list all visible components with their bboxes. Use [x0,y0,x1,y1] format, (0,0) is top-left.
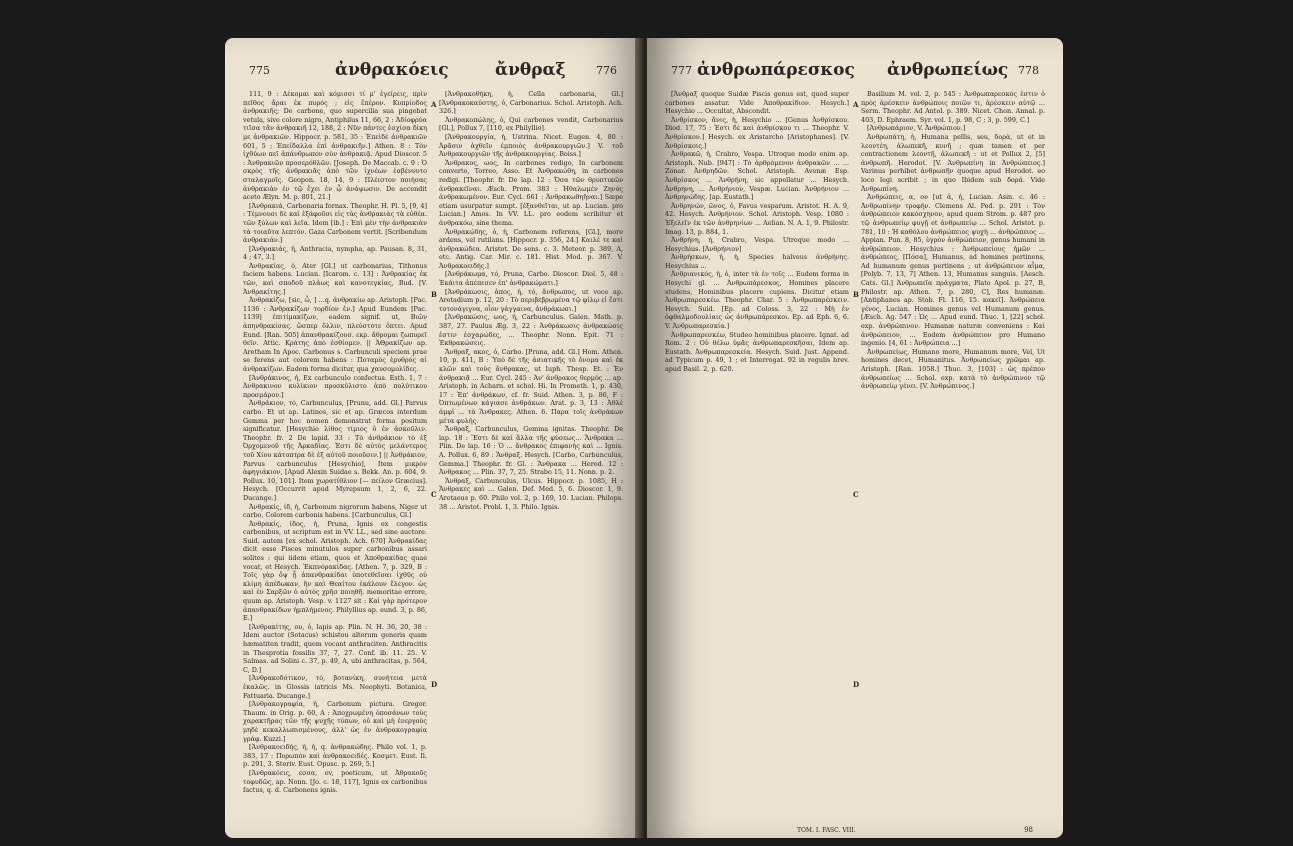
column-a [243,90,427,820]
left-page [225,38,641,838]
section-letter: A [853,100,859,109]
left-page-header [245,60,621,88]
headword: ἄνθραξ [495,60,566,80]
page-number: 776 [596,64,617,77]
entry-paragraph: [Ἄνθραξ quoque Suidæ Piscis genus est, quod super carbones assatur. Vide Ἀποθρακίδιον. Hesych.] Hesychio ... Occultat, Abscondit. [665,90,849,116]
entry-paragraph: Ἀνθρώπεις, α, ον [ut ἀ, ἡ, Lucian. Asin. c. 46 : Ἀνθρωπίνην τροφήν. Clemens Al. Ped. p. 291 : Τὸν ἀνθρώπειον κακόσχηνον, apud quem Strom. p. 487 pro τῷ ἀνθρωπείῳ φυγῇ et ἀνθρωπείῳ ... Schol. Aristot. p. 781, 10 : Ἡ καθόλου ἀνθρώπειος ψυχὴ ... ἀνθρώπειος ... Appian. Pun. 8, 85, ὑγρὸν ἀνθρώπειον, genus humani in ἀνθρώπειον. Hesychius : Ἀνθρωπείους ἡμῶν ... ἀνθρώπεος, [Πόσα], Humanus, ad homines pertinens, Ad humanum genus pertinens ; ut ἀνθρώπειον αἷμα, [Polyb. 7, 13, 7] Athen. 13, Humanus sanguis. [Aesch. Cats. Gl.] Ἀνθρωπεῖα πράγματα, Plato Apol. p. 27, B, Philostr. ap. Athen. 7, p. 280, C], Res humanæ. [Antiphanes ap. Stob. Fl. 116, 15. κακεῖ]. Ἀνθρώπεια γένος, Lucian. Homines genus vel Humanum genus. [Æsch. Ag. 547 : Ὡς ... Apud eund. Thuc. 1, [22] schol. exp. ἀνθρώπινον. Humanæ naturæ conveniens : Καὶ ἀνθρώπειον, ... Eodem ἀνθρώπειον pro Humano ingenio. [4, 61 : Ἀνθρώπεια ...] [861,193,1045,348]
section-letter: A [431,100,437,109]
entry-paragraph: Ἀνθρακοπώλης, ὁ, Qui carbones vendit, Carbonarius [Gl.], Pollux 7, [110, ex Philyllio]. [439,115,623,133]
entry-paragraph: Ἄνθραξ, ακος, ὁ, Carbo. [Pruna, add. Gl.] Hom. Athen. 10, p. 411, B : Ὑπὸ δὲ τῆς ἀσιατικῆς τὸ ὄνομα καὶ ἐκ κλῶν καὶ τοὺς ἄνθρακας, ut Iuph. Thesp. Et. : Ἐν ἀνθρακιᾷ ... Eur. Cycl. 245 : Ἀν' ἀνθρακος θερμὸς ... ap. Aristoph. in Acharn. et schol. Hi. In Prometh. 1, p. 430, 17 : Ἐπ' ἀνθράκων, cf. fr. Suid. Athen. 3, p. 86, F : Ὀπτωμένων κάγιασε ἀνθράκων. Arat. p. 3, 13 : Ἀθλέ ἀμφὶ ... τὰ Ἄνθρακες. Athen. 6. Παρα τοῖς ἀνθράκων μέτα φυλής. [439,347,623,425]
entry-paragraph: Basilium M. vol. 2, p. 545 : Ἀνθρωπαρεσκός ἐστιν ὁ πρὸς ἀρέσκειν ἀνθρώποις ποιῶν τι, ἀρέσκειν αὐτῷ ... Serm. Theophr. Ad Antol. p. 389. Nicet. Chon. Annal. p. 403, D. Ephraem. Syr. vol. 1, p. 98, C ; 3, p. 599, C.] [861,90,1045,124]
entry-paragraph: [Ἀνθρακοθήκη, ἡ, Cella carbonaria, Gl.] [Ἀνθρακοκαύστης, ὁ, Carbonarius. Schol. Aristoph. Ach. 326.] [439,90,623,116]
entry-paragraph: Ἀνθρήνη, ἡ, Crabro, Vespa. Utroque modo ... Hesychius. [Ἀνθρήνιον] [665,236,849,253]
page-number: 777 [671,64,692,77]
entry-paragraph: Ἀνθρωπάτη, ἡ, Humana pellis, seu, δορὰ, ut et in λεοντέη, ἀλωπεκῆ, κυνῆ ; quæ tamen et per contractionem λεοντῆ, ἀλωπεκῆ : ut et Pollux 2, [5] ἀνθρωπῆ. Herodot. [V. Ἀνθρωπίνη in Ἀνθρώπειος.] Varinus perhibet ἀνθρωπῆν quoque apud Herodot. eo loco legi scribit ; in quo Ibidem sub δορά. Vide Ἀνθρωπίνη. [861,132,1045,193]
headword: ἀνθρακόεις [335,60,449,80]
entry-paragraph: Ἀνθρίσκον, ἄνις, ἡ, Hesychio ... [Genus Ἀνθρίσκου. Diod. 17, 75 : Ἐστι δὲ καὶ ἀνθρίσκου τι ... Theophr. V. Ἀνθρίσκον.] Hesych. ex Aristarcho [Aristophanes]. [V. Ἀνθρίσκοις.] [665,115,849,150]
entry-paragraph: [Ἀνθρακοειδής, ἡ, ἡ, q. ἀνθρακώδης. Philo vol. 1, p. 383, 17 : Πυρωπὸν καὶ ἀνθρακοειδές. Κοσμετ. Eust. Il. p. 291, 3. Steriv. Eust. Opusc. p. 269, 5.] [243,743,427,769]
text-columns [665,90,1045,820]
text-columns [243,90,623,820]
headword: ἀνθρωπείως [887,60,1009,80]
entry-paragraph: Ἀνθρακώδης, ὁ, ἡ, Carbonem referens, [Gl.], more ardens, vel rutilans. [Hippocr. p. 356, 24.] Καιλέ τε καὶ ἀνθρακώδεα. Aristot. De sens. c. 3. Meteor. p. 389, A, etc. Antig. Car. Mir. c. 181. Hist. Mod. p. 367. V. Ἀνθρακοειδής.] [439,227,623,270]
page-number: 775 [249,64,270,77]
section-letter: B [853,290,859,299]
entry-paragraph: Ἀνθρωπείως, Humano more, Humanum more, Vel, Ut homines decet, Humanitus. Ἀνθρωπείως χρῶμαι ap. Aristoph. [Ran. 1058.] Thuc. 3, [103] : ὡς πρέπον ἀνθρωπείως ... Schol. exp. κατὰ τὸ ἀνθρώπινον τῷ ἀνθρωπείῳ γένει. [V. Ἀνθρώπινος.] [861,347,1045,391]
right-page [647,38,1063,838]
entry-paragraph: Ἄνθραξ, Carbunculus, Gemma ignitas. Theophr. De lap. 18 : Ἔστι δὲ καὶ ἄλλα τῆς φύσεως... Ἄνθρακα ... Plin. De lap. 16 : Ὁ ... ἄνθρακος ἐπιφανὴς καὶ ... Ignis. A. Pollux. 6, 89 : Ἄνθραξ. Hesych. [Carbo, Carbunculus, Gemma.] Theophr. fr. Gl. : Ἄνθρακα ... Herod. 12 : Ἀνθρακος ... Plin. 37, 7, 25. Strabo 15, 11. Nonn. p. 2. [439,425,623,477]
entry-paragraph: [Ἀνθράκωμα, τό, Pruna, Carbo. Dioscor. Diol. 5, 48 : Ἐκάιτα ἀπέπεσεν ἐπ' ἀνθρακώματι.] [439,270,623,288]
right-page-header [667,60,1043,88]
entry-paragraph: Ἄνθρακος, ωος, In carbones redigo, In carbonem converto, Torreo, Asso. Et Ἀνθρακώθη, in carbones redigi. [Theophr. fr. De lap. 12 : Ὄσα τῶν θρυπτικῶν ἀνθρακεῖναι. Æsch. Prom. 383 : Ἠθαλωμέν Ζηνός ἀνθρακωμένον. Eur. Cycl. 661 : Ἀνθρακωθηῆναι.] Sæpe etiam usurpatur sumpt. [ἐξανθεῖται, ut ap. Lucian. pro Lucian.] Amos. In VV. LL. pro eodem scribitur et ἀνθρακόω, sine thema. [439,158,623,227]
fascicle-note: TOM. I. FASC. VIII. [797,827,856,834]
column-b [439,90,623,820]
entry-paragraph: [Ἀνθρακοδότικον, τό, βοτανίκη, συνήτεια μετὰ ἐκαλῶς. in Glossis iatricis Ms. Neophyti. Botanica, Fattuaria. Ducange.] [243,674,427,700]
page-number: 778 [1018,64,1039,77]
entry-paragraph: Ἄνθραξ, Carbunculus, Ulcus. Hippocr. p. 1085, H : Ἄνθρακες καὶ ... Galen. Def. Med. 5, 6. Dioscor. 1, 9. Aretaeus p. 60. Philo vol. 2, p. 169, 10. Lucian. Philops. 38 ... Aristot. Probl. 1, 3. Philo. Ignis. [439,476,623,511]
section-letter: C [431,490,437,499]
headword: ἀνθρωπάρεσκος [697,60,855,80]
entry-paragraph: Ἀνθράκιον, τό, Carbunculus, [Prunu, add. Gl.] Parvus carbo. Et ut ap. Latinos, sic et ap. Græcos interdum Gemma per hoc nomen demonstrat forma positum significatur. [Hesychio λίθος τίμιος ὃ ἐν ἀσκοῦλιν. Theophr. fr. 2 De lapid. 33 : Τὸ ἀνθράκιον τὸ ἐξ Ὀρχομενοῦ τῆς Ἀρκαδίας. Ἐστι δὲ αὐτὸς μελάντερος τοῦ Χίου κάτοπτρα δὲ ἐξ αὐτοῦ ποιοῦσιν.] || Ἀνθράκιον, Parvus carbunculus [Hesychio], Item μικρὸν ἀφηγιάκιον, [Apud Alexin Suidae s. Bekk. An. p. 604, 9. Pollux. 10, 101]. Item χωρατίθλιον [— πείλον Græcius]. Hesych. [Occurrit apud Myrepsum 1, 2, 6, 22. Ducange.] [243,399,427,502]
section-letter: B [431,290,437,299]
entry-paragraph: Ἀνθριανικός, ἡ, ὁ, inter τὰ ἐν τοῖς ... Eudem forma in Hesychi gl. ... Ἀνθρωπάρεσκος, Homines placere studens, Hominibus placere cupiens. Dicitur etiam Ἀνθρωπαρεσκέω. Theophr. Char. 5 : Ἀνθρωπαρέσκειν. Hesych. Suid. [Ep. ad Coloss. 3, 22 : Μὴ ἐν ὀφθαλμοδουλίαις ὡς ἀνθρωπάρεσκοι. Ep. ad Eph. 6, 6. V. Ἀνθρωπαρεσκία.] [665,270,849,331]
entry-paragraph: [Ἀνθράκωσις, ἀπος, ἡ, τό, ἄνθρωπος, ut voce ap. Aretadium p. 12, 20 : Τὸ περιβεβρωμένα τῷ φίλῳ εἰ ἔστι τοτονάγιγνα, οἷον γάγγαινα, ἀνθράκωσι.] [439,287,623,313]
entry-paragraph: [Ἀνθρακιά, Carbonaria fornax. Theophr. H. Pl. 5, [9, 4] : Τέμνουσι δὲ καὶ ἐξάφοῦσι εἰς τὰς ἀνθρακιὰς τὰ εὐθέα. τῶν ξύλων καὶ λεῖα. Idem [ib.] : Ἐπὶ μὲν τὴν ἀνθρακιὰν τὰ τοιαῦτα λεπτόν. Gaza Carbonem vertit. [Scribendum ἀνθρακιάν.] [243,201,427,245]
entry-paragraph: [Ἀνθρακουργία, ἡ, Ustrina. Nicet. Eugen. 4, 80 : Ἀρᾶσιν ἀχθεῖν ἐμποιὸς ἀνθρακουργιῶν.] V. τοῦ Ἀνθρακουργιῶν τῆς ἀνθρακουργίας. Boiss.] [439,132,623,159]
section-letter: C [853,490,859,499]
entry-paragraph: Ἀνθρακίας, ὁ, Ater [Gl.] ut carbonarius, Tithonus faciem habens. Lucian. [Icarom. c. 13] : Ἀνθρακίας ἐκ τῶν, καὶ σποδοῦ πλάως καὶ κανοτεγκίας, Bud. [V. Ἀνθρακίτης.] [243,261,427,296]
open-book [225,38,1063,838]
entry-paragraph: [Ἀνθρακογραφία, ἡ, Carbonum pictura. Gregor. Thaum. in Orig. p. 60, A : Ἀποχρωμένη ὁποσάνων τοὺς χαρακτῆρας τῶν τῆς ψυχῆς τύπων, οὐ καὶ μὴ ἐνεργοὺς μηδὲ κεκαλλωπισμένους, ἀλλ' ὡς ἐν ἀνθρακογραφία γράφ. Kuzzi.] [243,700,427,743]
entry-paragraph: Ἀνθρήσκων, ἡ, ἡ, Species halveus ἀνθρήνης. Hesychius ... [665,253,849,270]
signature-number: 98 [1024,826,1033,834]
entry-paragraph: [Ἀνθρακόεις, εσσα, ev, poeticum, ut Ἀθρακοῦς τοφυδῶς, ap. Nonn. [Jo. c. 18, 117], Ignis ex carbonibus factus, q. d. Carbonens ignis. [243,768,427,795]
entry-paragraph: Ἀνθρακίς, ίδ, ἡ, Carbonum nigrorum habens, Niger ut carbo, Colorem carbonis habens. [Carbunculus, Gl.] [243,502,427,520]
entry-paragraph: 111, 9 : Δέκομαι καὶ κόμισσι τί μ' ἐγείρεις, πρὶν πεῖθος ἄραι ἐκ πυρός ; εἰς ἕπέρον. Κυπρίοδος ἀνθρακιῆς; De carbone, quo supercilia sua pingebat vetula, sive colore nigro, Antiphilus 11, 66, 2 : Ἀδίοφρύα τιῖσα τἂν ἀνθρακιῆ 12, 188, 2 : Νῦν πάντες ἐσχίσα δίκη με ἀνθρακιῶν. Hippocr. p. 581, 35 : Ἐπεὶδὲ ἀνθρακιῶν 601, 5 ; Ἐπείδαλλα ἐπὶ ἀνθρακιῆν.] Athen. 8 : Τὸν ἰχθύων πεῖ ἀπάνθρωπον σὺν ἀνθρακιᾷ. Apud Dioscor. 5 : Ἀνθρακιῶν προσερόθλῶν. [Joseph. De Maccab. c. 9 : Ὁ σκρὸς τῆς ἀνθρακιᾶς ἀπὸ τῶν ἰχνέων ἐσβέννυτο σταλαγμοῖς. Geopon. 18, 14, 9 : Πλέιστον ποιήσας ἀνθρακιὰν ἐν τῷ ἔχει ἐν ᾧ ἀνάψωσιν. De accendit aceto Ælyn. M. p. 801, 21.] [243,90,427,202]
entry-paragraph: Ἀνθρακίς, ίδος, ἡ, Pruna, Ignis ex congestis carbonibus, ut scriptum est in VV. LL., sed sine auctore. Suid. autem [ex schol. Aristoph. Ach. 670] Ἀνθρακίδας dicit esse Pisces minutulos super carbonibus assari solitos : qui iidem etiam, quos et Ἀποθρακίδας quae vocat, et Hesych. Ἐκπνόρακίδας. [Athen. 7, p. 329, B : Τοῖς γὰρ ὄψ ᾗ ἀπανθρακίδαι ὑποτεθεῖσαι ἰχθῦς οὐ κλίμη ἀπέδωκαν, ἢν καὶ Θεαίτου ἐκάλουν ἔλεγον. ὡς καὶ ἐν Σαρξῶν ὁ αὐτὸς χρῆσ ποιηθῆ. memoritae errore, quum ap. Aristoph. Vesp. v. 1127 sit : Καὶ γὰρ πρότερον ἀπανθρακίδων ἠμπλήμενος. Philyllius ap. eund. 3, p. 86, E.] [243,519,427,623]
entry-paragraph: Ἀνθρακίζω, [sic, ὦ, ] ...q. ἀνθρακίω ap. Aristoph. [Pac. 1136 : Ἀνθρακίζων τορδίον ἐν.] Apud Eundem [Pac. 1139] ἐπιτίμακίζων, eadem signif. ut, Βιῶν ἀπηνθρακίσας. ὥσπερ ὄλλιν, πλεύστοτε ὄπτει. Apud Eund. [Ran. 505] ἀπανθρακίζουσ. εκρ. ἄθρομαι ζωπυρεῖ θεῖν. Attic. Κράτης ἀπὸ ἐσθίομεν. || ἈΘρακίζων ap. Aretham In Apoc. Carbonus s. Carbunculi speciem prae se ferens aut colorem habens : Ποταμὸς ἐρυθρός αἱ ἀνθρακίζων. Eadem forma dicitur, qua χαυσομολίδες. [243,296,427,373]
entry-paragraph: Ἀνθρηνών, ῶνος, ὁ, Favus vesparum. Aristot. H. A. 9, 42. Hesych. Ἀνθρήνιον. Schol. Aristoph. Vesp. 1080 : Ἐξελεῖν ἐκ τῶν ἀνθρηνίων ... Aelian. N. A. 1, 9. Philostr. Imag. 13, p. 884, 1. [665,201,849,236]
entry-paragraph: [Ἀνθρωπάριον, V. Ἀνθρώπιον.] [867,124,966,133]
entry-paragraph: [Ἀνθρακίτης, ου, ὁ, lapis ap. Plin. N. H. 36, 20, 38 : Idem auctor (Sotacus) schistou alterum generis quam hæmatiten tradit, quem vocant anthraciten. Anthracitis in Thesprotia fossilis 37, 7, 27. Conf. ib. 11. 25. V. Salmas. ad Solini c. 37, p. 49, A, ubi anthracitas, p. 564, C, D.] [243,622,427,674]
entry-paragraph: Ἀνθρακῶ, ἡ, Crabro, Vespa. Utroque modo enim ap. Aristoph. Nub. [947] : Τὸ ἀρθρόμενον ἀνθρακῶν ... ... Zonar. Ἀνθρηδῶν. Schol. Aristoph. Avenæ Esp. Ἀνθρίσκος ... Ἀνθρήνη, sic appellatur ... Hesych. Ἀνθρηνη, ... Ἀνθρήνιον, Vespæ. Lucian. Ἀνθρήνιον ... Ἀνθρηνώδης. [ap. Eustath.] [665,150,849,202]
section-letter: D [431,680,438,689]
section-letter: D [853,680,860,689]
entry-paragraph: [Ἀνθράκινος, ἡ, Ex carbunculo confectus. Esth. 1, 7 : Ἀνθρακινον κυλίκιον προσκύλιστο ἀπὸ πολύτικου προσμάρον.] [243,373,427,399]
column-b [861,90,1045,820]
column-a [665,90,849,820]
entry-paragraph: [Ἀνθρακώσις, ωος, ἡ, Carbunculus. Galen. Math. p. 387, 27. Paulus Æg. 3, 22 : Ἀνθράκωσις ἀνθρακώσις ἐστιν ἐσχαρώδες, ... Theophr. Nonn. Epit. 71 : Ἐκθρακώσεις. [439,313,623,348]
entry-paragraph: Ἀνθρωπαρεσκέω, Studeo hominibus placere. Ignat. ad Rom. 2 : Οὐ θέλω ὑμᾶς ἀνθρωπαρεσκῆσαι, Idem ap. Eustath. Ἀνθρωπαρεσκεία. Hesych. Suid. Just. Append. ad Typicum p. 49, 1 ; et Interrogat. 92 in regulis brev. apud Basil. 2, p. 620. [665,330,849,373]
entry-paragraph: [Ἀνθρακιάς, ἡ, Anthracia, nympha, ap. Pausan. 8, 31, 4 ; 47, 3.] [243,244,427,262]
